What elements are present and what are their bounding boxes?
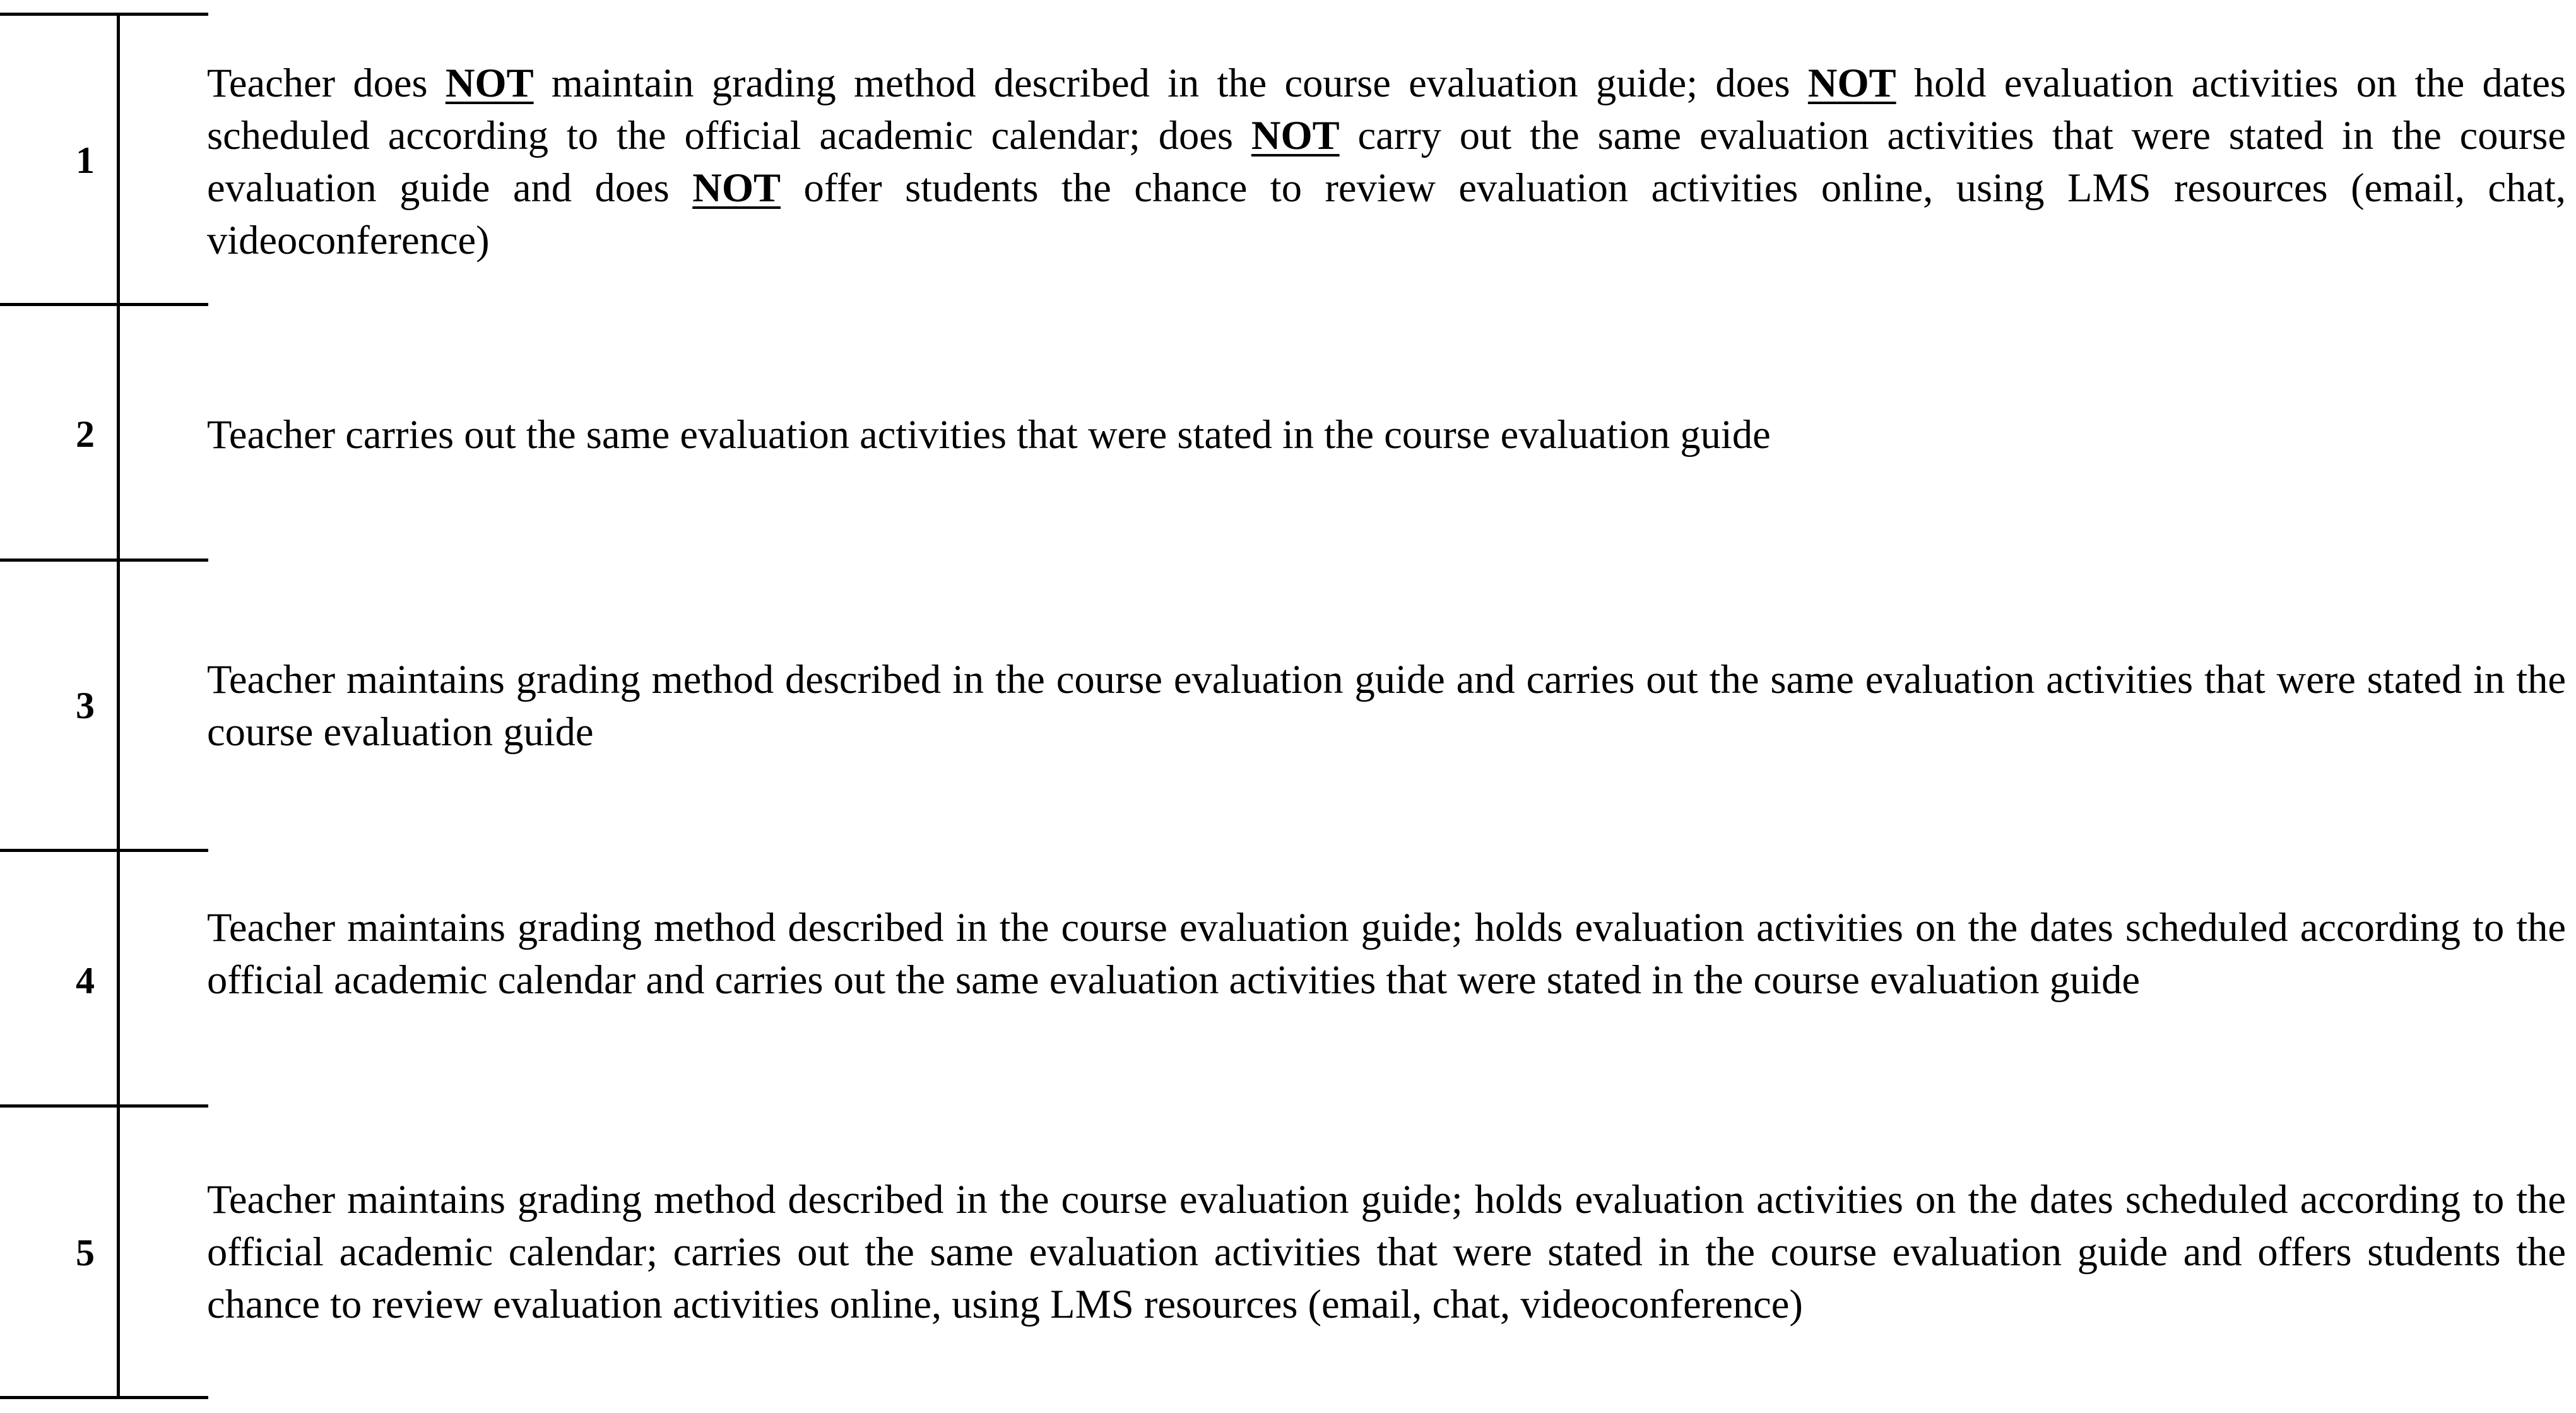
- row-number: 2: [76, 413, 95, 455]
- description-segment: Teacher maintains grading method described in the course evaluation guide and carries out the same evaluation activities that were stated in the course evaluation guide: [207, 657, 2566, 754]
- row-number: 4: [76, 960, 95, 1002]
- row-divider: [0, 1104, 208, 1108]
- emphasis-not: NOT: [692, 165, 781, 210]
- description-segment: carry out the same evaluation activities that were stated in the course evaluation guide and does: [207, 113, 2566, 210]
- row-number: 1: [76, 139, 95, 181]
- emphasis-not: NOT: [445, 61, 534, 105]
- row-divider: [0, 1396, 208, 1399]
- row-divider: [0, 13, 208, 16]
- row-description: [207, 653, 2566, 758]
- description-segment: Teacher does: [207, 61, 446, 105]
- row-number: 5: [76, 1232, 95, 1274]
- row-description: [207, 1173, 2566, 1330]
- emphasis-not: NOT: [1807, 61, 1896, 105]
- row-divider: [0, 849, 208, 852]
- row-number: 3: [76, 685, 95, 726]
- row-divider: [0, 559, 208, 562]
- row-description: [207, 408, 2566, 461]
- description-segment: maintain grading method described in the course evaluation guide; does: [533, 61, 1808, 105]
- emphasis-not: NOT: [1251, 113, 1340, 158]
- row-description: [207, 57, 2566, 266]
- description-segment: offer students the chance to review evaluation activities online, using LMS resources (email, chat, videoconference): [207, 165, 2566, 263]
- description-segment: Teacher carries out the same evaluation activities that were stated in the course evaluation guide: [207, 412, 1771, 457]
- description-segment: Teacher maintains grading method described in the course evaluation guide; holds evaluation activities on the dates scheduled according to the official academic calendar and carries out the same evaluation activities that were stated in the course evaluation guide: [207, 905, 2566, 1002]
- description-segment: hold evaluation activities on the dates scheduled according to the official academic calendar; does: [207, 61, 2566, 158]
- row-description: [207, 901, 2566, 1006]
- row-divider: [0, 303, 208, 306]
- description-segment: Teacher maintains grading method described in the course evaluation guide; holds evaluation activities on the dates scheduled according to the official academic calendar; carries out the same evaluation activities that were stated in the course evaluation guide and offers students the chance to review evaluation activities online, using LMS resources (email, chat, videoconference): [207, 1177, 2566, 1327]
